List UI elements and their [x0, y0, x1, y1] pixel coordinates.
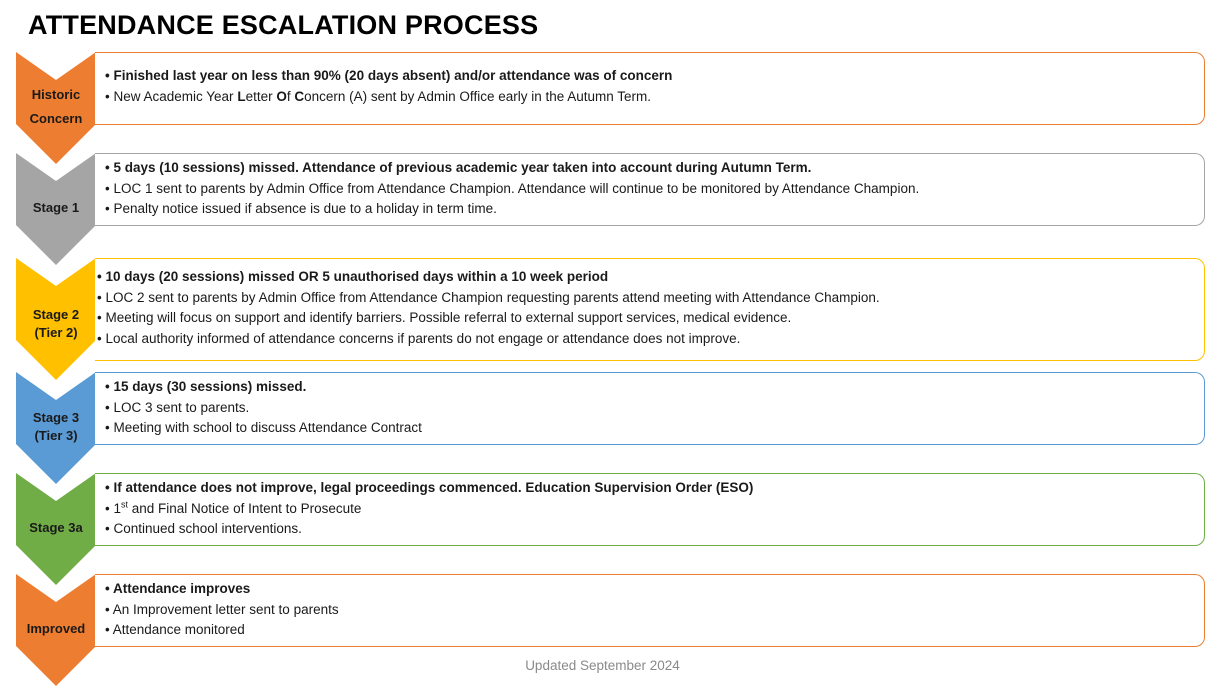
- stage-label: Stage 3: [32, 410, 80, 425]
- stage-line: • Continued school interventions.: [105, 521, 302, 536]
- stage-line: • 15 days (30 sessions) missed.: [105, 379, 307, 394]
- stage-box: [95, 52, 1205, 125]
- stage-line: • Attendance monitored: [105, 622, 245, 637]
- stage-line: • 10 days (20 sessions) missed OR 5 unauthorised days within a 10 week period: [97, 269, 609, 284]
- stage-line: • Meeting with school to discuss Attendance Contract: [105, 420, 422, 435]
- stage-box: [95, 372, 1205, 445]
- stage-line: • New Academic Year Letter Of Concern (A) sent by Admin Office early in the Autumn Term.: [105, 88, 652, 104]
- stage-line: • Attendance improves: [105, 581, 251, 596]
- chevron-stage-3: [16, 372, 96, 484]
- stage-3a: [0, 473, 1230, 585]
- stage-line: • Local authority informed of attendance concerns if parents do not engage or attendance does not improve.: [97, 330, 741, 346]
- stage-label: Stage 1: [32, 200, 80, 215]
- stage-label: Improved: [26, 621, 86, 636]
- footer-updated-note: Updated September 2024: [525, 658, 680, 673]
- stage-line: • 1st and Final Notice of Intent to Prosecute: [105, 499, 362, 516]
- stage-3: [0, 372, 1230, 484]
- page-title: ATTENDANCE ESCALATION PROCESS: [28, 10, 539, 40]
- stage-1: [0, 153, 1230, 265]
- stage-line: • LOC 2 sent to parents by Admin Office from Attendance Champion requesting parents attend meeting with Attendance Champion.: [97, 289, 880, 305]
- stage-label-sub: Concern: [29, 111, 83, 126]
- stage-box: [95, 153, 1205, 226]
- stage-line: • LOC 3 sent to parents.: [105, 399, 250, 415]
- stage-historic-concern: [0, 52, 1230, 164]
- stage-label-sub: (Tier 2): [34, 325, 78, 340]
- stage-line: • Meeting will focus on support and identify barriers. Possible referral to external support services, medical evidence.: [97, 310, 792, 325]
- stage-label: Stage 2: [32, 307, 80, 322]
- stage-label: Stage 3a: [29, 520, 83, 535]
- stage-line: • LOC 1 sent to parents by Admin Office from Attendance Champion. Attendance will continue to be monitored by Attendance Champion.: [105, 180, 920, 196]
- stage-box: [95, 473, 1205, 546]
- stage-label: Historic: [31, 87, 81, 102]
- stage-label-sub: (Tier 3): [34, 428, 78, 443]
- chevron-stage-1: [16, 153, 96, 265]
- stage-line: • Penalty notice issued if absence is due to a holiday in term time.: [105, 201, 497, 216]
- stage-line: • Finished last year on less than 90% (20 days absent) and/or attendance was of concern: [105, 68, 673, 83]
- stage-line: • If attendance does not improve, legal proceedings commenced. Education Supervision Order (ESO): [105, 480, 754, 495]
- chevron-stage-2: [16, 258, 96, 380]
- chevron-historic: [16, 52, 96, 164]
- stage-line: • An Improvement letter sent to parents: [105, 601, 339, 617]
- stage-box: [95, 574, 1205, 647]
- stage-2: [0, 258, 1230, 380]
- stage-box: [95, 258, 1205, 361]
- stage-line: • 5 days (10 sessions) missed. Attendance of previous academic year taken into account during Autumn Term.: [105, 160, 812, 175]
- chevron-stage-3a: [16, 473, 96, 585]
